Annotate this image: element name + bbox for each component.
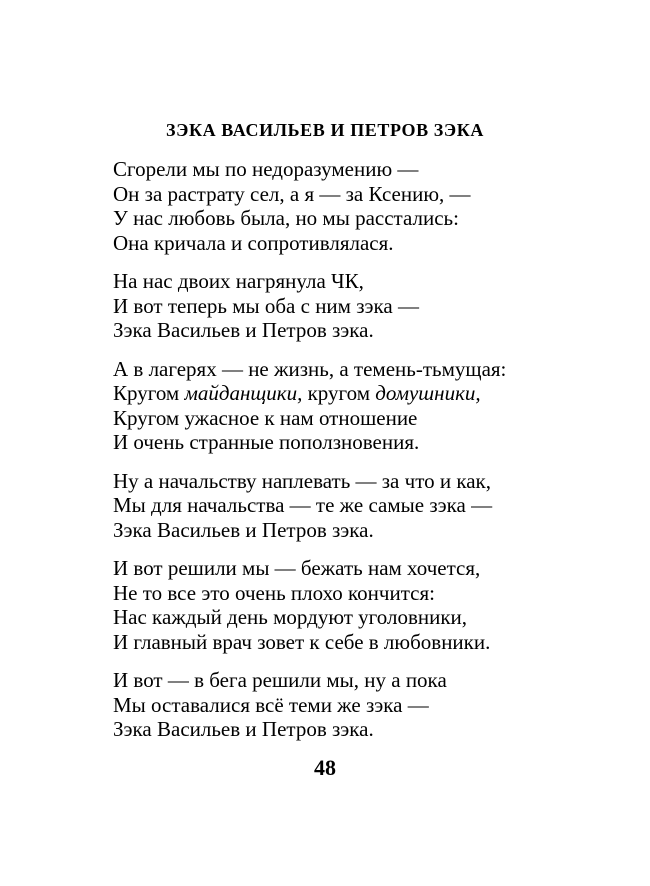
poem-title: ЗЭКА ВАСИЛЬЕВ И ПЕТРОВ ЗЭКА [166,120,484,140]
poem-line: Не то все это очень плохо кончится: [113,580,435,605]
poem-body [113,157,593,756]
poem-line: Кругом ужасное к нам отношение [113,405,418,430]
poem-line: У нас любовь была, но мы расстались: [113,206,459,230]
page-number: 48 [314,755,336,780]
poem-line: На нас двоих нагрянула ЧК, [113,269,364,293]
line-segment: Кругом [113,381,185,405]
poem-line: Зэка Васильев и Петров зэка. [113,517,374,542]
poem-line: Зэка Васильев и Петров зэка. [113,717,374,741]
poem-line: Мы для начальства — те же самые зэка — [113,493,493,517]
italic-word: домушники, [375,381,481,405]
italic-word: майданщики, [184,381,303,405]
stanza-3 [113,357,593,455]
poem-line: Ну а начальству наплевать — за что и как, [113,468,491,493]
poem-line: Зэка Васильев и Петров зэка. [113,318,374,342]
stanza-6 [113,668,593,742]
poem-line: Она кричала и сопротивлялася. [113,230,394,255]
poem-line: И очень странные поползновения. [113,430,420,454]
poem-line: Он за растрату сел, а я — за Ксению, — [113,181,471,206]
poem-line-mixed [113,381,593,406]
line-segment: кругом [302,381,376,405]
poem-line: Сгорели мы по недоразумению — [113,157,419,181]
stanza-1 [113,157,593,255]
stanza-5 [113,556,593,654]
poem-line: И главный врач зовет к себе в любовники. [113,629,491,654]
poem-line: А в лагерях — не жизнь, а темень-тьмущая: [113,356,507,381]
poem-line: И вот — в бега решили мы, ну а пока [113,668,447,692]
stanza-4 [113,469,593,543]
poem-line: И вот теперь мы оба с ним зэка — [113,293,419,318]
poem-line: Нас каждый день мордуют уголовники, [113,605,468,629]
poem-line: И вот решили мы — бежать нам хочется, [113,556,481,580]
poem-line: Мы оставалися всё теми же зэка — [113,692,429,717]
stanza-2 [113,269,593,343]
